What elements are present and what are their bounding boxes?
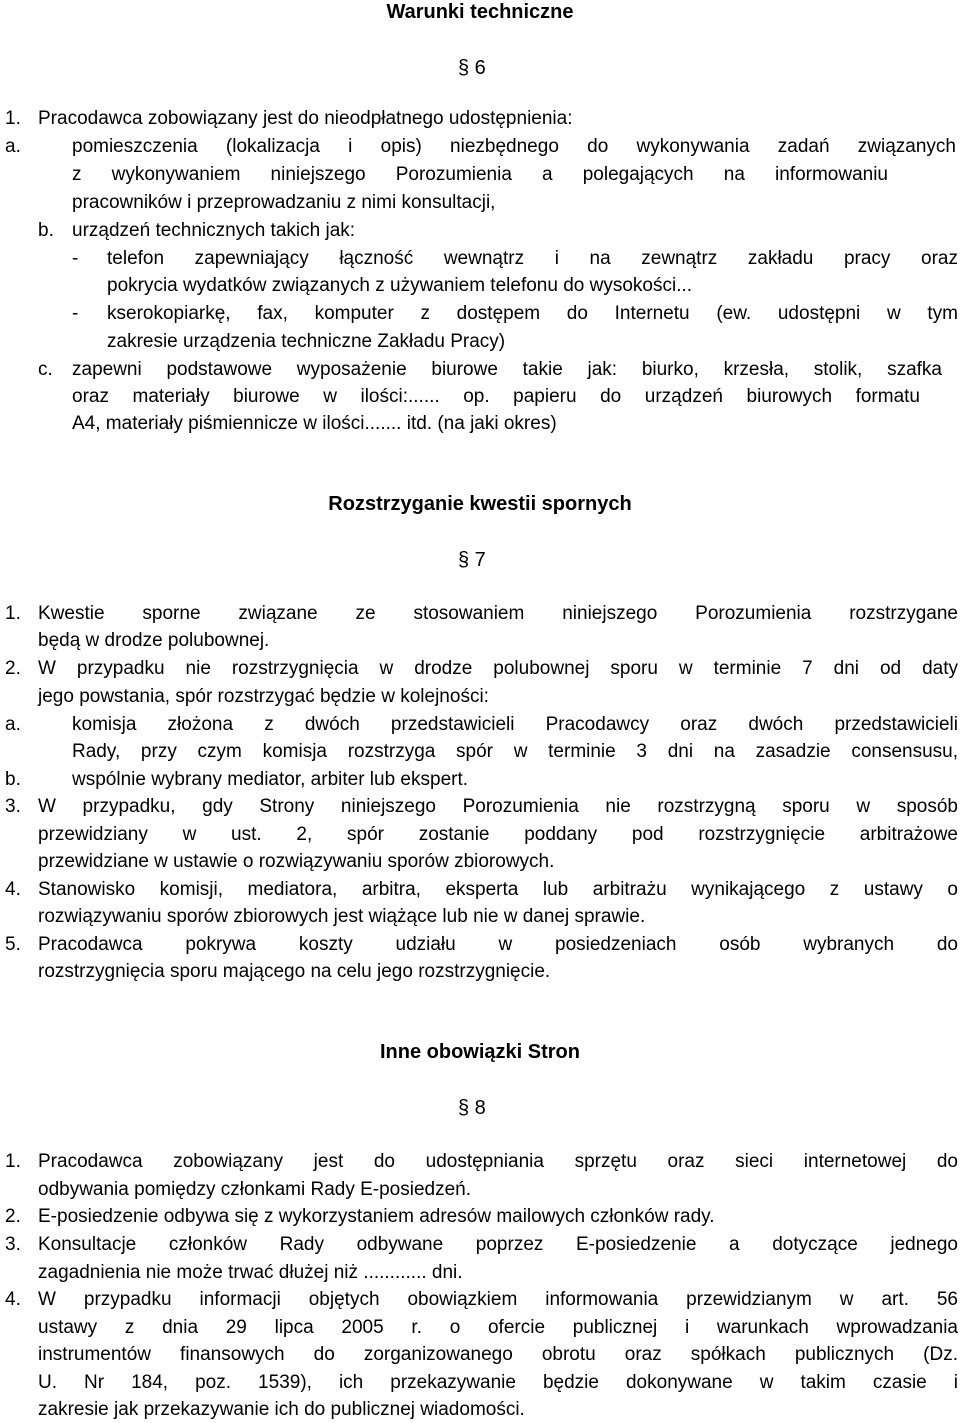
- section-heading: Warunki techniczne: [386, 1, 574, 23]
- list-marker: 3.: [5, 796, 21, 817]
- text-line: telefon zapewniający łączność wewnątrz i na zewnątrz zakładu pracy oraz: [107, 248, 958, 269]
- text-line: wspólnie wybrany mediator, arbiter lub ekspert.: [72, 769, 469, 790]
- text-line: zakresie jak przekazywanie ich do publicznej wiadomości.: [38, 1399, 525, 1420]
- text-line: pomieszczenia (lokalizacja i opis) niezbędnego do wykonywania zadań związanych: [72, 136, 956, 157]
- text-line: pracowników i przeprowadzaniu z nimi konsultacji,: [72, 192, 496, 213]
- list-marker: c.: [38, 359, 53, 380]
- text-line: pokrycia wydatków związanych z używaniem telefonu do wysokości...: [107, 275, 693, 296]
- section-heading: Inne obowiązki Stron: [379, 1041, 580, 1063]
- list-marker: a.: [5, 714, 21, 735]
- text-line: A4, materiały piśmiennicze w ilości....... itd. (na jaki okres): [72, 413, 557, 434]
- text-line: Pracodawca zobowiązany jest do udostępniania sprzętu oraz sieci internetowej do: [38, 1151, 958, 1172]
- text-line: rozwiązywaniu sporów zbiorowych jest wiążące lub nie w danej sprawie.: [38, 906, 646, 927]
- paragraph-number: § 8: [458, 1097, 486, 1119]
- list-marker: 3.: [5, 1234, 21, 1255]
- text-line: przewidziane w ustawie o rozwiązywaniu sporów zbiorowych.: [38, 851, 555, 872]
- text-line: E-posiedzenie odbywa się z wykorzystaniem adresów mailowych członków rady.: [38, 1206, 715, 1227]
- text-line: instrumentów finansowych do zorganizowanego obrotu oraz spółkach publicznych (Dz.: [38, 1344, 958, 1365]
- text-line: U. Nr 184, poz. 1539), ich przekazywanie będzie dokonywane w takim czasie i: [38, 1372, 958, 1393]
- text-line: komisja złożona z dwóch przedstawicieli Pracodawcy oraz dwóch przedstawicieli: [72, 714, 958, 735]
- list-marker: a.: [5, 136, 21, 157]
- list-marker: 4.: [5, 879, 21, 900]
- paragraph-number: § 7: [458, 549, 486, 571]
- text-line: przewidziany w ust. 2, spór zostanie poddany pod rozstrzygnięcie arbitrażowe: [38, 824, 958, 845]
- list-marker: 1.: [5, 603, 21, 624]
- text-line: odbywania pomiędzy członkami Rady E-posiedzeń.: [38, 1179, 472, 1200]
- text-line: Kwestie sporne związane ze stosowaniem niniejszego Porozumienia rozstrzygane: [38, 603, 958, 624]
- text-line: urządzeń technicznych takich jak:: [72, 220, 356, 241]
- text-line: rozstrzygnięcia sporu mającego na celu jego rozstrzygnięcie.: [38, 961, 551, 982]
- text-line: zagadnienia nie może trwać dłużej niż ............ dni.: [38, 1262, 463, 1283]
- text-line: Rady, przy czym komisja rozstrzyga spór w terminie 3 dni na zasadzie consensusu,: [72, 741, 958, 762]
- list-marker: 2.: [5, 658, 21, 679]
- text-line: Pracodawca pokrywa koszty udziału w posiedzeniach osób wybranych do: [38, 934, 958, 955]
- list-marker: 4.: [5, 1289, 21, 1310]
- text-line: będą w drodze polubownej.: [38, 630, 270, 651]
- list-marker: 1.: [5, 108, 21, 129]
- text-line: zakresie urządzenia techniczne Zakładu Pracy): [107, 331, 506, 352]
- text-line: W przypadku, gdy Strony niniejszego Porozumienia nie rozstrzygną sporu w sposób: [38, 796, 958, 817]
- section-heading: Rozstrzyganie kwestii spornych: [328, 493, 632, 515]
- text-line: ustawy z dnia 29 lipca 2005 r. o ofercie publicznej i warunkach wprowadzania: [38, 1317, 958, 1338]
- text-line: zapewni podstawowe wyposażenie biurowe takie jak: biurko, krzesła, stolik, szafka: [72, 359, 942, 380]
- text-line: jego powstania, spór rozstrzygać będzie w kolejności:: [38, 686, 489, 707]
- text-line: kserokopiarkę, fax, komputer z dostępem do Internetu (ew. udostępni w tym: [107, 303, 958, 324]
- text-line: W przypadku informacji objętych obowiązkiem informowania przewidzianym w art. 56: [38, 1289, 958, 1310]
- list-marker: b.: [5, 769, 21, 790]
- paragraph-number: § 6: [458, 57, 486, 79]
- list-marker: b.: [38, 220, 54, 241]
- list-marker: -: [72, 303, 79, 324]
- text-line: Stanowisko komisji, mediatora, arbitra, eksperta lub arbitrażu wynikającego z ustawy o: [38, 879, 958, 900]
- list-marker: -: [72, 248, 79, 269]
- text-line: W przypadku nie rozstrzygnięcia w drodze polubownej sporu w terminie 7 dni od daty: [38, 658, 958, 679]
- list-marker: 5.: [5, 934, 21, 955]
- text-line: Pracodawca zobowiązany jest do nieodpłatnego udostępnienia:: [38, 108, 573, 129]
- text-line: oraz materiały biurowe w ilości:...... op. papieru do urządzeń biurowych formatu: [72, 386, 920, 407]
- list-marker: 1.: [5, 1151, 21, 1172]
- text-line: Konsultacje członków Rady odbywane poprzez E-posiedzenie a dotyczące jednego: [38, 1234, 958, 1255]
- list-marker: 2.: [5, 1206, 21, 1227]
- text-line: z wykonywaniem niniejszego Porozumienia a polegających na informowaniu: [72, 164, 888, 185]
